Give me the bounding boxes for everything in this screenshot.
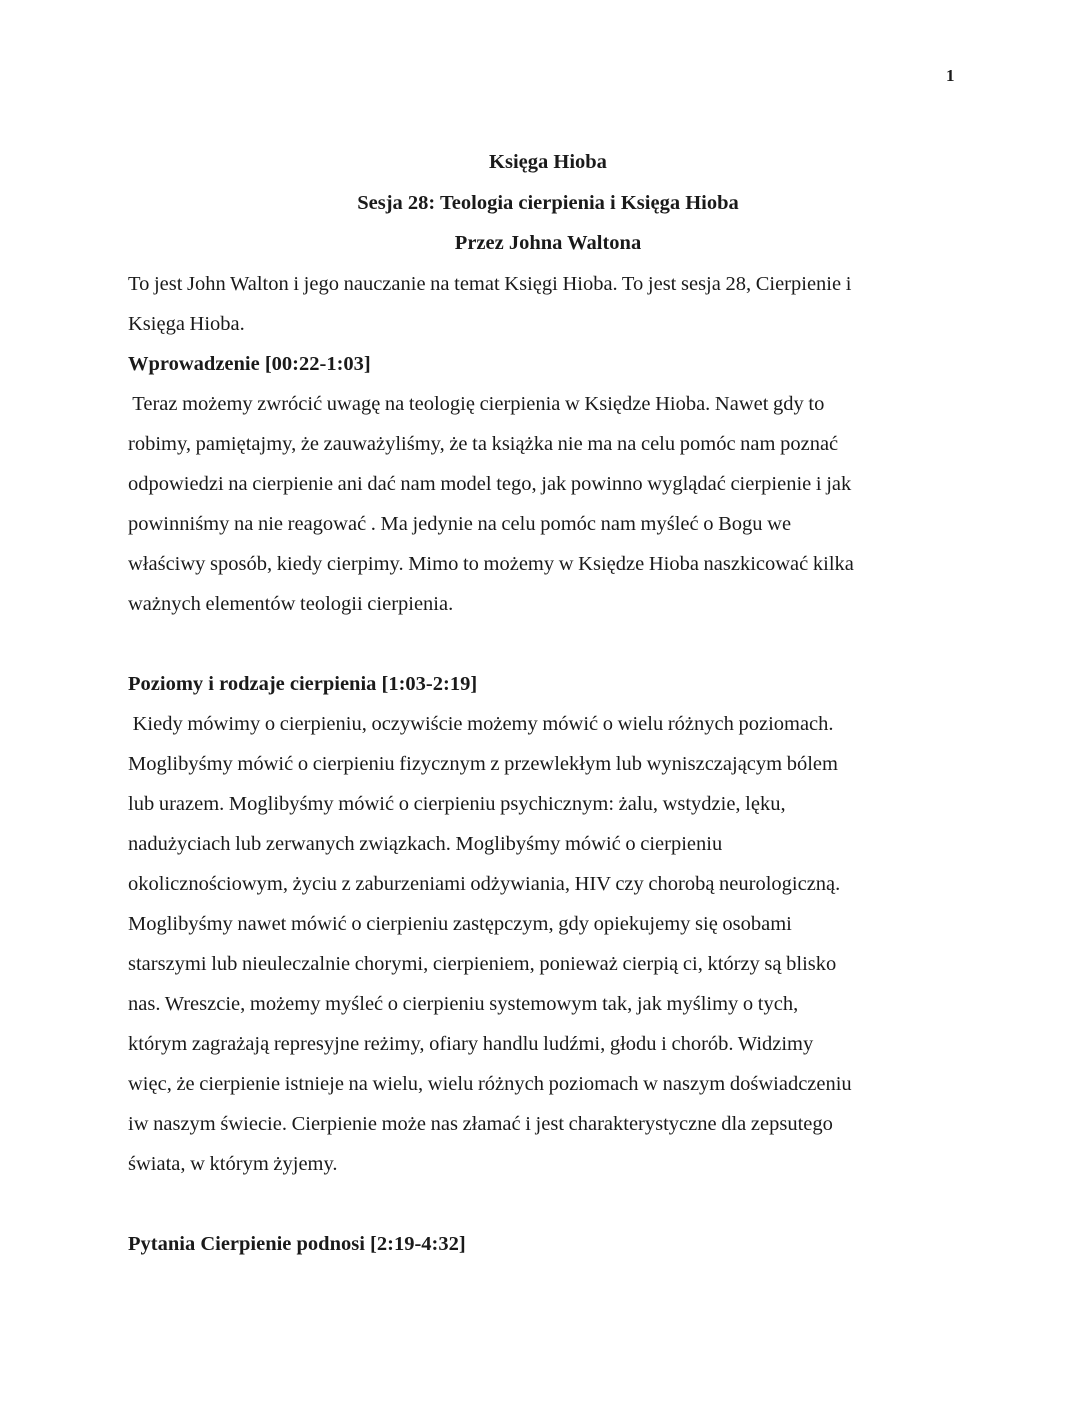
paragraph-spacer	[128, 1184, 968, 1224]
paragraph-line: Teraz możemy zwrócić uwagę na teologię cierpienia w Księdze Hioba. Nawet gdy to	[128, 392, 825, 415]
section-heading-introduction: Wprowadzenie [00:22-1:03]	[128, 352, 371, 375]
document-body	[128, 142, 968, 1264]
intro-paragraph	[128, 264, 968, 344]
paragraph-line: Kiedy mówimy o cierpieniu, oczywiście możemy mówić o wielu różnych poziomach.	[128, 712, 834, 735]
paragraph-line: powinniśmy na nie reagować . Ma jedynie na celu pomóc nam myśleć o Bogu we	[128, 512, 792, 535]
document-subtitle: Sesja 28: Teologia cierpienia i Księga Hioba	[357, 191, 739, 214]
document-title: Księga Hioba	[489, 151, 607, 173]
section-heading-questions: Pytania Cierpienie podnosi [2:19-4:32]	[128, 1232, 466, 1255]
intro-line: To jest John Walton i jego nauczanie na temat Księgi Hioba. To jest sesja 28, Cierpienie i	[128, 272, 852, 295]
section-paragraph-introduction	[128, 384, 968, 624]
paragraph-line: którym zagrażają represyjne reżimy, ofiary handlu ludźmi, głodu i chorób. Widzimy	[128, 1032, 814, 1055]
section-paragraph-levels	[128, 704, 968, 1184]
paragraph-line: robimy, pamiętajmy, że zauważyliśmy, że ta książka nie ma na celu pomóc nam poznać	[128, 432, 839, 455]
paragraph-line: Moglibyśmy nawet mówić o cierpieniu zastępczym, gdy opiekujemy się osobami	[128, 912, 792, 935]
paragraph-line: więc, że cierpienie istnieje na wielu, wielu różnych poziomach w naszym doświadczeniu	[128, 1072, 852, 1095]
paragraph-line: ważnych elementów teologii cierpienia.	[128, 592, 454, 615]
paragraph-line: odpowiedzi na cierpienie ani dać nam model tego, jak powinno wyglądać cierpienie i jak	[128, 472, 852, 495]
paragraph-line: lub urazem. Moglibyśmy mówić o cierpieniu psychicznym: żalu, wstydzie, lęku,	[128, 792, 786, 815]
paragraph-line: okolicznościowym, życiu z zaburzeniami odżywiania, HIV czy chorobą neurologiczną.	[128, 872, 841, 895]
paragraph-line: nadużyciach lub zerwanych związkach. Moglibyśmy mówić o cierpieniu	[128, 832, 723, 855]
paragraph-line: świata, w którym żyjemy.	[128, 1152, 338, 1175]
paragraph-line: Moglibyśmy mówić o cierpieniu fizycznym z przewlekłym lub wyniszczającym bólem	[128, 752, 838, 775]
page-number: 1	[946, 66, 955, 85]
paragraph-line: iw naszym świecie. Cierpienie może nas złamać i jest charakterystyczne dla zepsutego	[128, 1112, 833, 1135]
paragraph-spacer	[128, 624, 968, 664]
paragraph-line: starszymi lub nieuleczalnie chorymi, cierpieniem, ponieważ cierpią ci, którzy są blisko	[128, 952, 837, 975]
document-author: Przez Johna Waltona	[454, 232, 642, 254]
paragraph-line: właściwy sposób, kiedy cierpimy. Mimo to możemy w Księdze Hioba naszkicować kilka	[128, 552, 854, 575]
section-heading-levels: Poziomy i rodzaje cierpienia [1:03-2:19]	[128, 672, 478, 695]
intro-line: Księga Hioba.	[128, 312, 245, 335]
paragraph-line: nas. Wreszcie, możemy myśleć o cierpieniu systemowym tak, jak myślimy o tych,	[128, 992, 799, 1015]
